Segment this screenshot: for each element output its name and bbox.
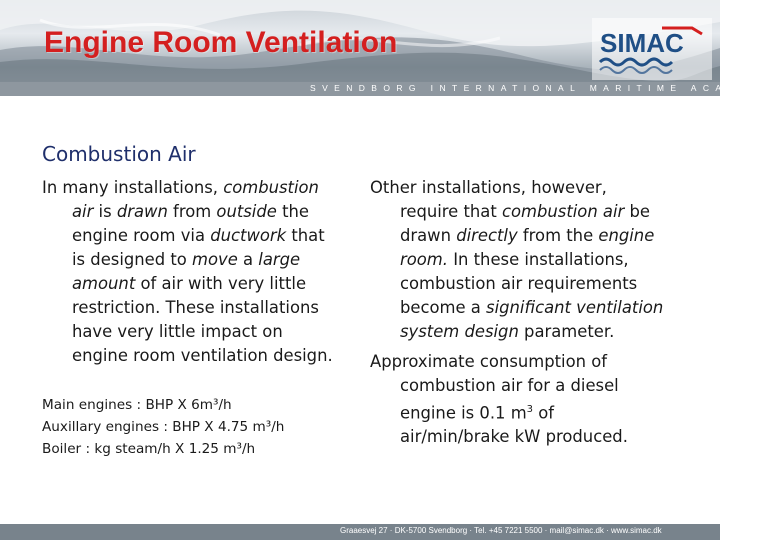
text-line: drawn directly from the engine [400,226,655,245]
simac-logo [592,18,712,80]
tagline: SVENDBORG INTERNATIONAL MARITIME ACADEMY [310,83,778,93]
text-line: restriction. These installations [72,298,319,317]
text-line: is designed to move a large [72,250,301,269]
left-paragraph [42,176,362,368]
section-heading: Combustion Air [42,142,196,166]
text-line: engine room ventilation design. [72,346,333,365]
text-line: amount of air with very little [72,274,307,293]
text-line: combustion air requirements [400,274,638,293]
text-line: engine room via ductwork that [72,226,325,245]
formula-list [42,394,284,460]
text-line: combustion air for a diesel [400,376,619,395]
text-line: Other installations, however, [370,178,607,197]
text-line: air is drawn from outside the [72,202,309,221]
text-line: system design parameter. [400,322,615,341]
formula-main-engines: Main engines : BHP X 6m³/h [42,397,232,413]
formula-auxiliary-engines: Auxillary engines : BHP X 4.75 m³/h [42,419,285,435]
footer-contact: Graaesvej 27 · DK-5700 Svendborg · Tel. +45 7221 5500 · mail@simac.dk · www.simac.dk [340,526,662,535]
text-line: Approximate consumption of [370,352,608,371]
text-line: air/min/brake kW produced. [400,427,628,447]
page-title: Engine Room Ventilation [44,26,398,59]
text-line: require that combustion air be [400,202,650,221]
text-line: become a significant ventilation [400,298,664,317]
text-line: engine is 0.1 $m^3$ of [400,403,555,423]
svg-text:SIMAC: SIMAC [600,28,684,58]
header-banner [0,0,778,96]
right-paragraph [370,176,700,344]
text-line: In many installations, combustion [42,178,319,197]
formula-boiler: Boiler : kg steam/h X 1.25 m³/h [42,441,256,457]
consumption-paragraph [370,350,700,449]
text-line: have very little impact on [72,322,283,341]
text-line: room. In these installations, [400,250,629,269]
